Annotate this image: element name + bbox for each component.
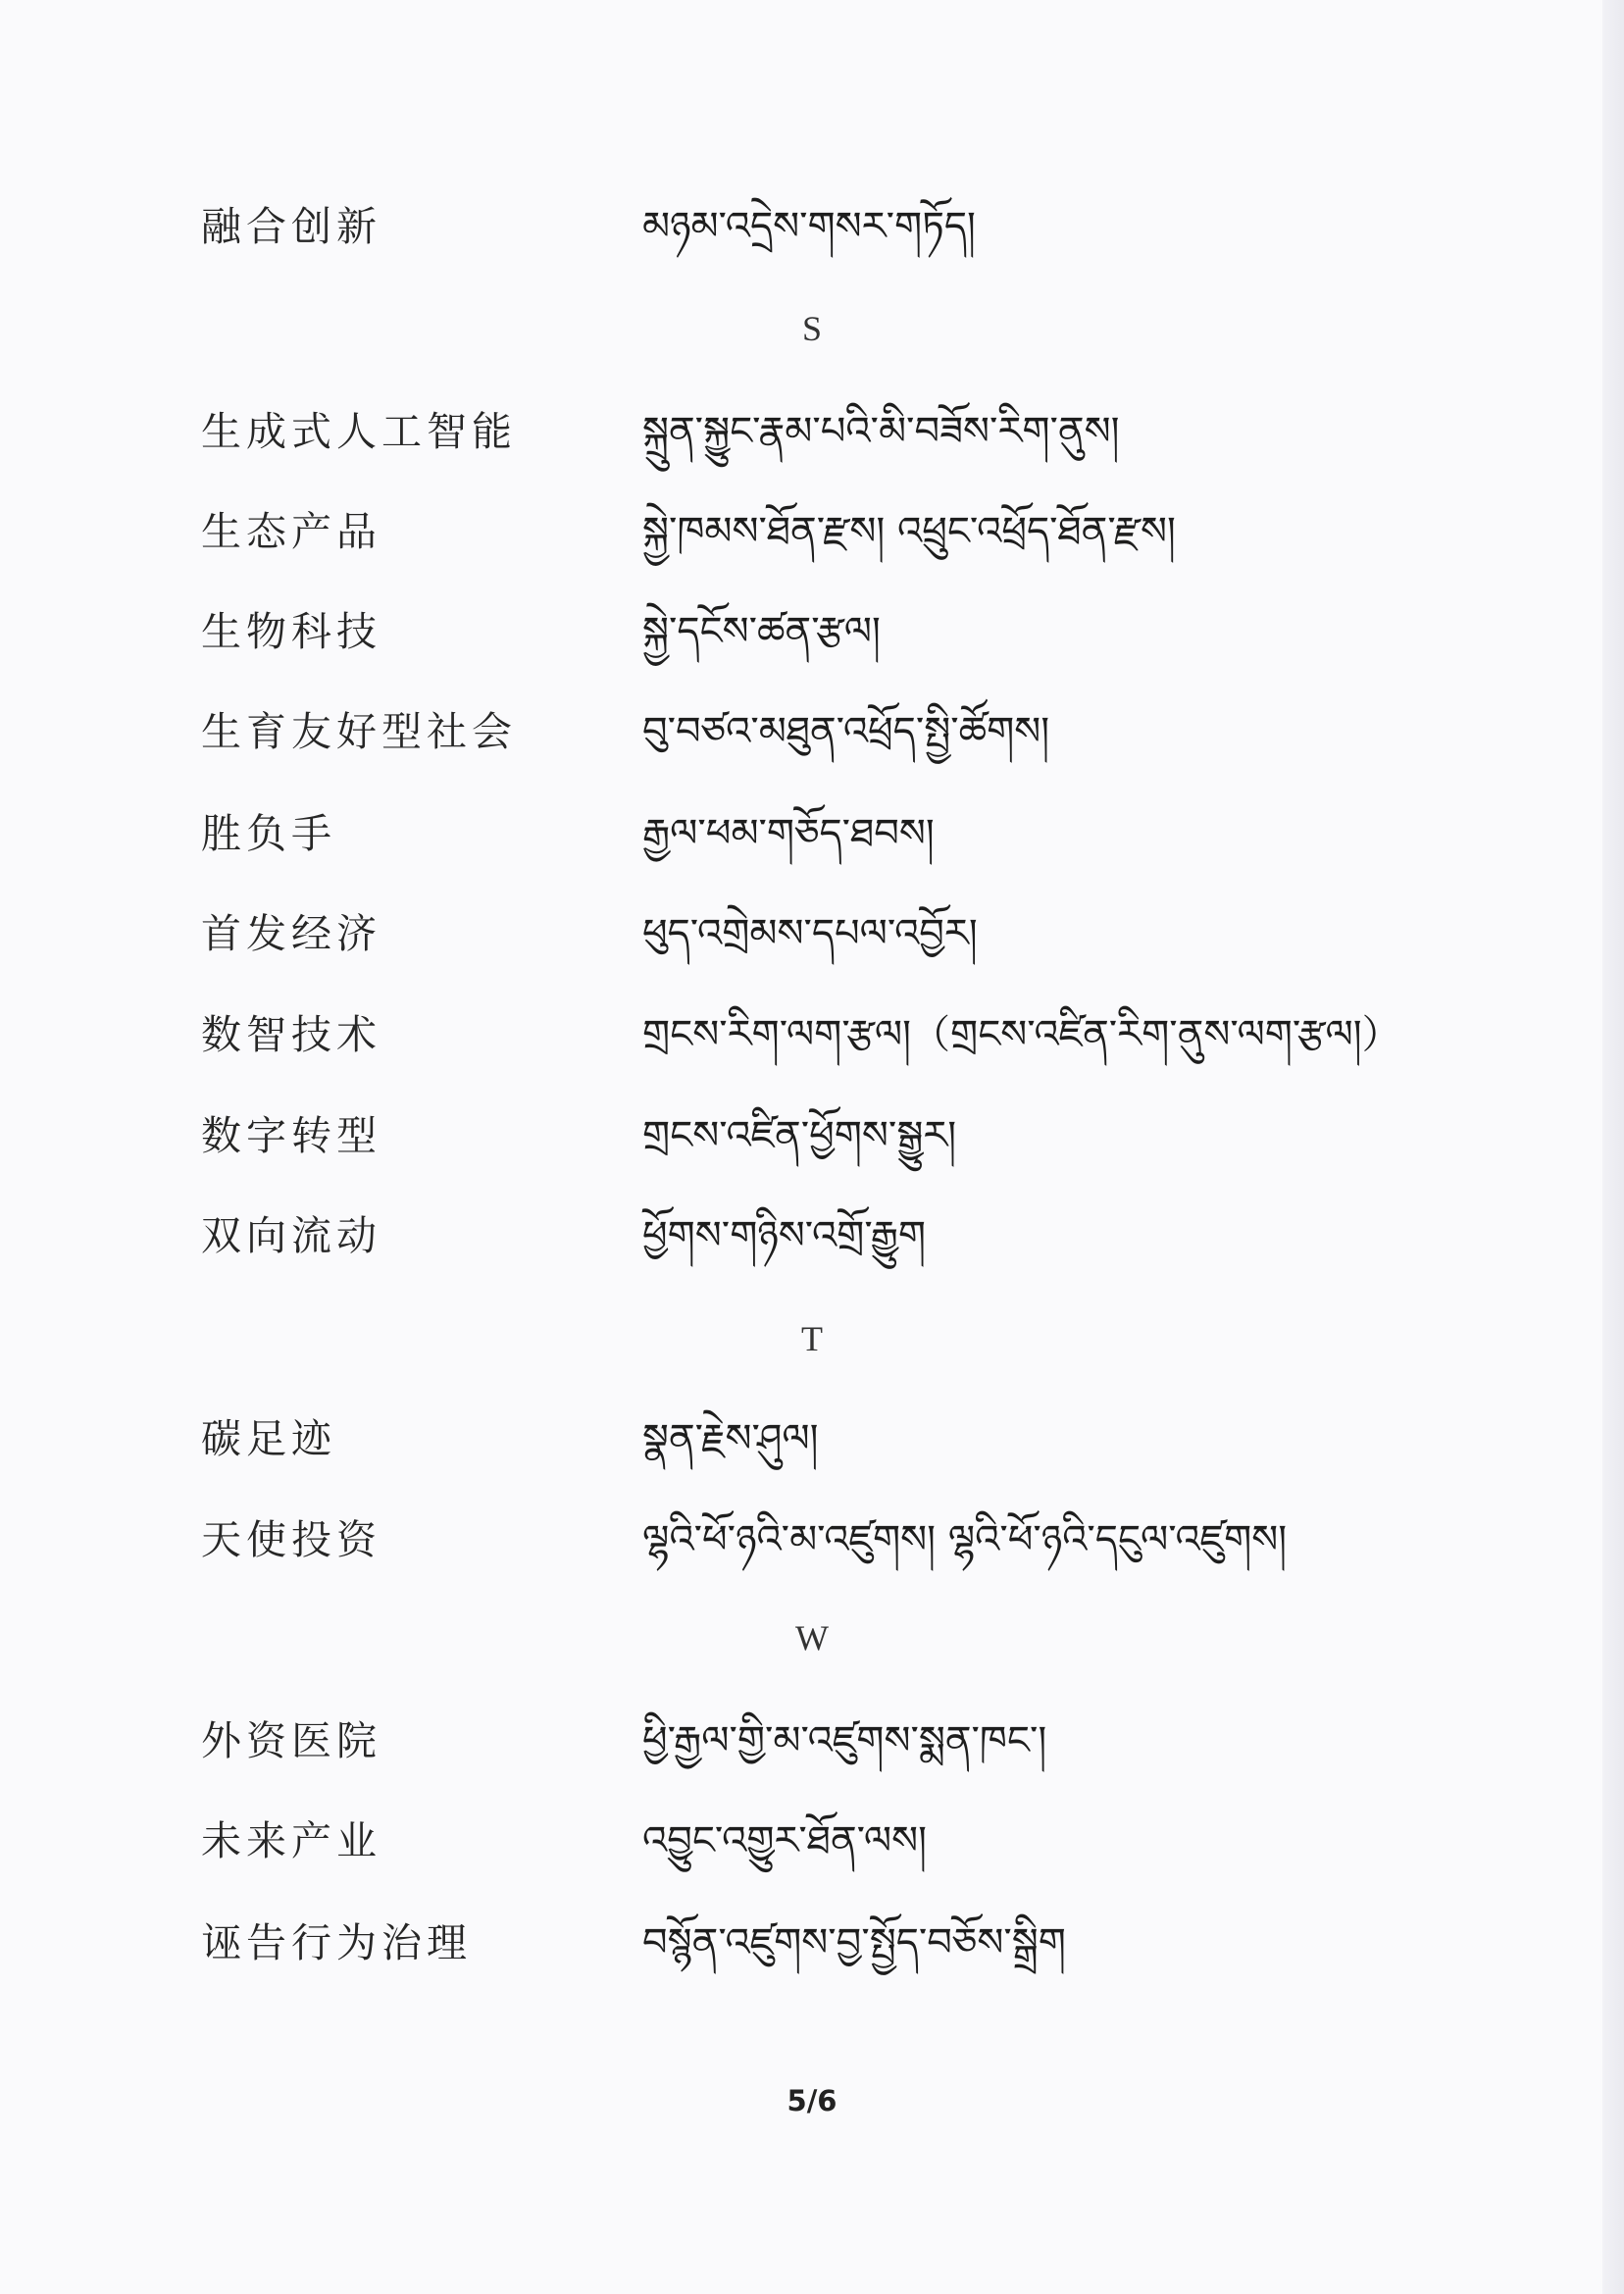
glossary-entry — [0, 799, 1624, 868]
chinese-term: 生成式人工智能 — [201, 408, 517, 455]
glossary-entry — [0, 1101, 1624, 1170]
glossary-entry — [0, 1201, 1624, 1270]
tibetan-term: ཕྱོགས་གཉིས་འགྲོ་རྒྱུག — [642, 1213, 927, 1258]
glossary-entry — [0, 397, 1624, 466]
glossary-entry — [0, 1807, 1624, 1875]
tibetan-term: སྐྱེ་ཁམས་ཐོན་རྫས། འཕྲུང་འཕྲོད་ཐོན་རྫས། — [642, 509, 1176, 554]
tibetan-term: གྲངས་འཛིན་ཕྱོགས་སྒྱུར། — [642, 1113, 957, 1158]
tibetan-term: མཉམ་འདྲེས་གསར་གཏོད། — [642, 204, 976, 249]
tibetan-term: སྐྲུན་སྐྱུང་རྣམ་པའི་མི་བཟོས་རིག་ནུས། — [642, 409, 1120, 454]
chinese-term: 生态产品 — [201, 508, 381, 555]
chinese-term: 数智技术 — [201, 1011, 381, 1058]
chinese-term: 生物科技 — [201, 608, 381, 655]
chinese-term: 融合创新 — [201, 203, 381, 250]
tibetan-term: སྣན་རྗེས་ཤུལ། — [642, 1416, 819, 1461]
glossary-entry — [0, 497, 1624, 566]
glossary-entry — [0, 1505, 1624, 1574]
chinese-term: 诬告行为治理 — [201, 1919, 472, 1966]
glossary-entry — [0, 899, 1624, 968]
tibetan-term: བུ་བཙའ་མཐུན་འཕྲོད་སྤྱི་ཚོགས། — [642, 709, 1050, 754]
page-number: 5/6 — [787, 2084, 837, 2117]
glossary-entry — [0, 1909, 1624, 1977]
tibetan-term: རྒྱལ་ཕམ་གཅོད་ཐབས། — [642, 811, 935, 856]
section-letter-s: S — [801, 309, 823, 348]
tibetan-term: གྲངས་རིག་ལག་རྩལ།（གྲངས་འཛིན་རིག་ནུས་ལག་རྩལ།） — [642, 1012, 1401, 1057]
tibetan-term: འབྱུང་འགྱུར་ཐོན་ལས། — [642, 1818, 927, 1863]
tibetan-term: ཕུད་འགྲེམས་དཔལ་འབྱོར། — [642, 911, 978, 956]
glossary-entry — [0, 192, 1624, 261]
chinese-term: 胜负手 — [201, 810, 336, 857]
section-letter-w: W — [795, 1618, 829, 1657]
chinese-term: 未来产业 — [201, 1817, 381, 1864]
chinese-term: 首发经济 — [201, 910, 381, 957]
glossary-entry — [0, 1404, 1624, 1473]
section-letter-t: T — [801, 1319, 823, 1358]
tibetan-term: ལྷའི་ཕོ་ཉའི་མ་འཛུགས། ལྷའི་ཕོ་ཉའི་དངུལ་འཛུགས། — [642, 1517, 1288, 1562]
chinese-term: 生育友好型社会 — [201, 708, 517, 755]
glossary-entry — [0, 1000, 1624, 1069]
chinese-term: 碳足迹 — [201, 1415, 336, 1462]
tibetan-term: ཕྱི་རྒྱལ་གྱི་མ་འཛུགས་སྨན་ཁང་། — [642, 1718, 1047, 1763]
chinese-term: 外资医院 — [201, 1717, 381, 1764]
tibetan-term: བསྙོན་འཛུགས་བྱ་སྤྱོད་བཅོས་སྒྲིག — [642, 1920, 1066, 1965]
glossary-entry — [0, 1707, 1624, 1775]
tibetan-term: སྐྱེ་དངོས་ཚན་རྩལ། — [642, 609, 881, 654]
chinese-term: 天使投资 — [201, 1516, 381, 1563]
glossary-entry — [0, 697, 1624, 766]
chinese-term: 双向流动 — [201, 1212, 381, 1259]
glossary-entry — [0, 597, 1624, 666]
chinese-term: 数字转型 — [201, 1112, 381, 1159]
